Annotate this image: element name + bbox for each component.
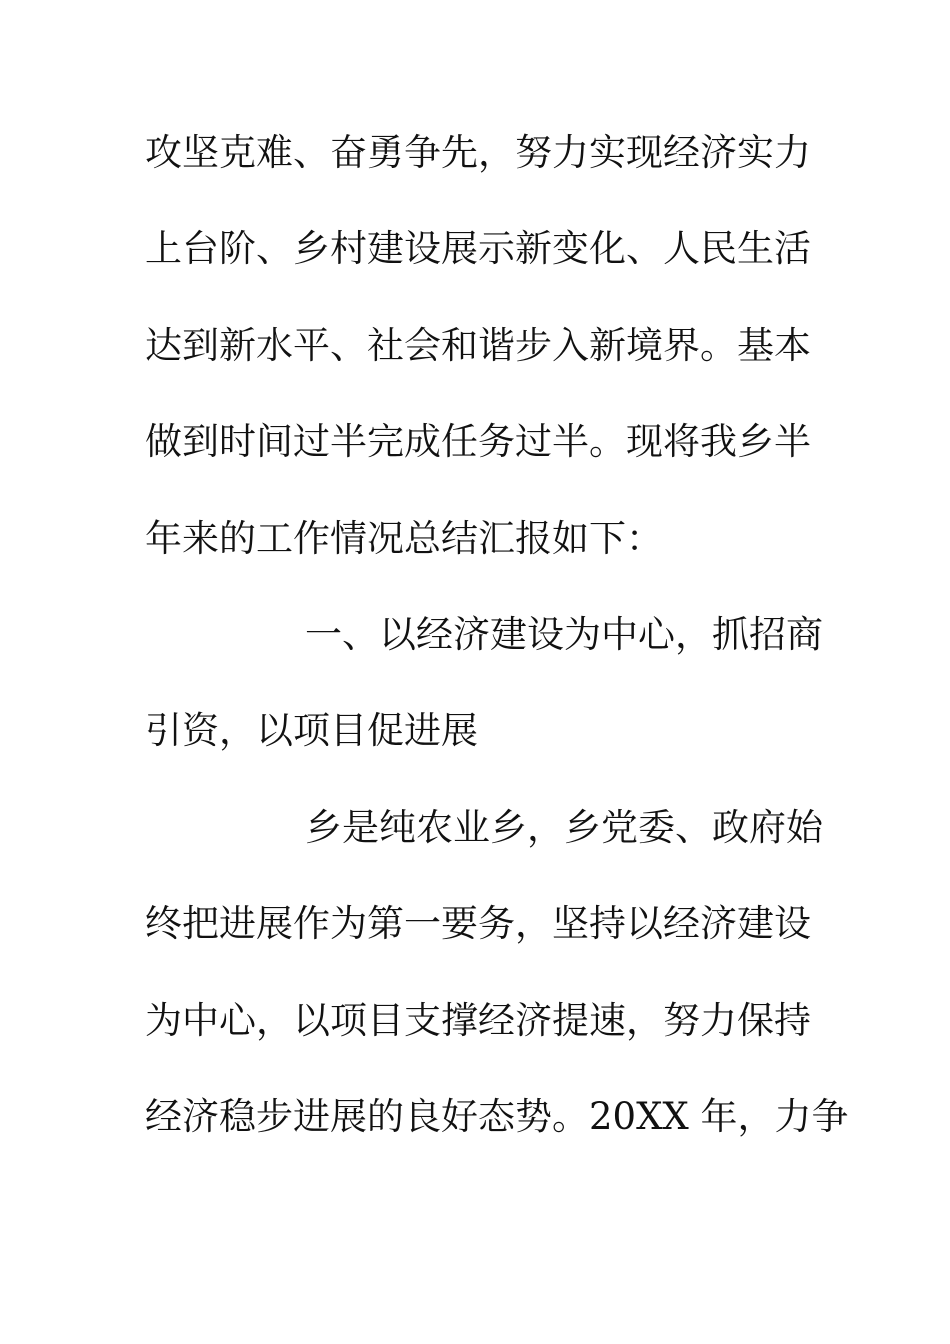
paragraph-line: 做到时间过半完成任务过半。现将我乡半	[145, 420, 811, 464]
paragraph-line: 终把进展作为第一要务，坚持以经济建设	[145, 902, 811, 946]
paragraph-line: 攻坚克难、奋勇争先，努力实现经济实力	[145, 131, 811, 174]
paragraph-line: 达到新水平、社会和谐步入新境界。基本	[145, 323, 811, 367]
paragraph-line: 年来的工作情况总结汇报如下：	[145, 516, 663, 560]
paragraph-line: 经济稳步进展的良好态势。20XX 年，力争	[145, 1094, 849, 1138]
paragraph-line: 上台阶、乡村建设展示新变化、人民生活	[145, 227, 811, 271]
document-body	[145, 124, 849, 1184]
section-heading-line: 引资，以项目促进展	[145, 709, 478, 753]
paragraph-line: 乡是纯农业乡，乡党委、政府始	[305, 805, 823, 849]
section-heading-line: 一、以经济建设为中心，抓招商	[305, 612, 823, 656]
paragraph-line: 为中心，以项目支撑经济提速，努力保持	[145, 998, 811, 1042]
